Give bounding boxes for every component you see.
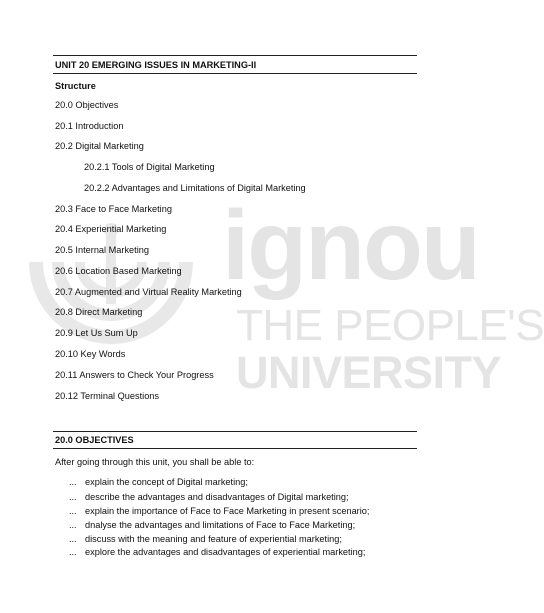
watermark-university: UNIVERSITY bbox=[236, 347, 502, 398]
objectives-heading-rule bbox=[53, 448, 417, 449]
toc-item: 20.5 Internal Marketing bbox=[55, 245, 149, 255]
toc-item: 20.8 Direct Marketing bbox=[55, 307, 143, 317]
toc-item: 20.7 Augmented and Virtual Reality Marketing bbox=[55, 287, 242, 297]
bullet-marker: ... bbox=[69, 506, 77, 516]
unit-heading-rule bbox=[53, 73, 417, 74]
bullet-marker: ... bbox=[69, 477, 77, 487]
toc-item: 20.10 Key Words bbox=[55, 349, 126, 359]
watermark-peoples: THE PEOPLE'S bbox=[236, 301, 544, 350]
toc-item: 20.12 Terminal Questions bbox=[55, 391, 160, 401]
top-rule bbox=[53, 55, 417, 56]
objective-item: dnalyse the advantages and limitations of Face to Face Marketing; bbox=[85, 520, 356, 530]
toc-item: 20.0 Objectives bbox=[55, 100, 119, 110]
objective-item: explain the importance of Face to Face Marketing in present scenario; bbox=[85, 506, 370, 516]
toc-item: 20.2 Digital Marketing bbox=[55, 141, 144, 151]
toc-item: 20.11 Answers to Check Your Progress bbox=[55, 370, 214, 380]
toc-subitem: 20.2.2 Advantages and Limitations of Digital Marketing bbox=[84, 183, 306, 193]
objective-item: discuss with the meaning and feature of experiential marketing; bbox=[85, 534, 342, 544]
objectives-heading: 20.0 OBJECTIVES bbox=[55, 435, 134, 445]
bullet-marker: ... bbox=[69, 520, 77, 530]
objectives-intro: After going through this unit, you shall be able to: bbox=[55, 457, 255, 467]
unit-heading: UNIT 20 EMERGING ISSUES IN MARKETING-II bbox=[55, 60, 257, 70]
toc-item: 20.1 Introduction bbox=[55, 121, 124, 131]
objective-item: explore the advantages and disadvantages of experiential marketing; bbox=[85, 547, 366, 557]
objective-item: describe the advantages and disadvantages of Digital marketing; bbox=[85, 492, 349, 502]
toc-item: 20.6 Location Based Marketing bbox=[55, 266, 182, 276]
objective-item: explain the concept of Digital marketing; bbox=[85, 477, 248, 487]
toc-item: 20.9 Let Us Sum Up bbox=[55, 328, 138, 338]
watermark-ignou: ignou bbox=[222, 190, 479, 300]
toc-subitem: 20.2.1 Tools of Digital Marketing bbox=[84, 162, 215, 172]
objectives-top-rule bbox=[53, 431, 417, 432]
toc-item: 20.4 Experiential Marketing bbox=[55, 224, 167, 234]
structure-label: Structure bbox=[55, 81, 96, 91]
bullet-marker: ... bbox=[69, 547, 77, 557]
bullet-marker: ... bbox=[69, 492, 77, 502]
toc-item: 20.3 Face to Face Marketing bbox=[55, 204, 172, 214]
bullet-marker: ... bbox=[69, 534, 77, 544]
